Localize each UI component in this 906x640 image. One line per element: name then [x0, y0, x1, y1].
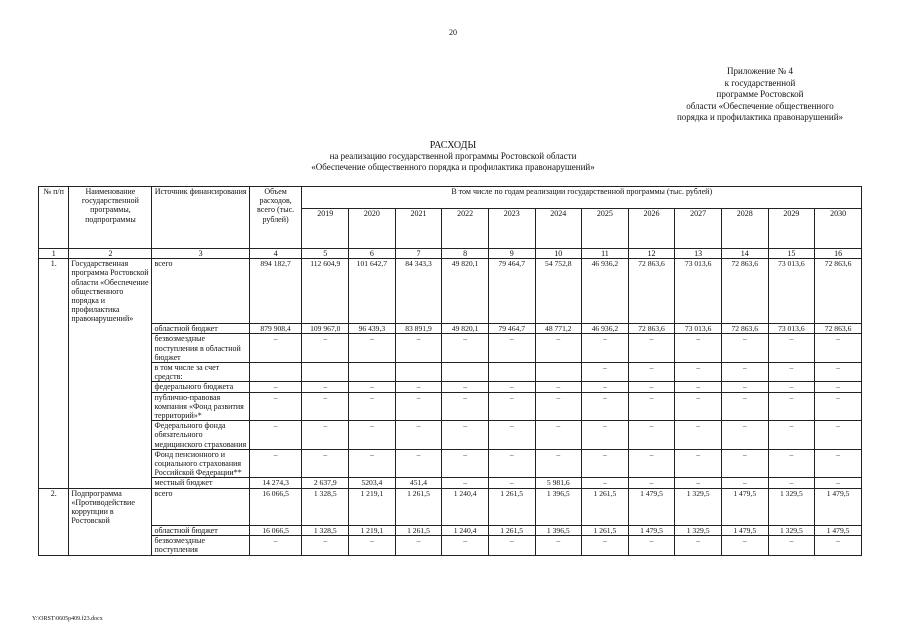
header-by-year: В том числе по годам реализации государственной программы (тыс. рублей) — [302, 187, 862, 209]
total-value: – — [249, 421, 302, 450]
header-year: 2019 — [302, 209, 349, 249]
year-value: – — [349, 536, 396, 555]
year-value: – — [675, 536, 722, 555]
funding-source: областной бюджет — [152, 324, 249, 334]
funding-source: областной бюджет — [152, 525, 249, 535]
year-value: 46 936,2 — [582, 259, 629, 324]
column-number: 2 — [69, 249, 152, 259]
year-value: – — [768, 421, 815, 450]
year-value: – — [349, 449, 396, 478]
year-value: – — [442, 478, 489, 488]
expenses-table — [38, 186, 862, 556]
year-value: – — [535, 421, 582, 450]
heading-subtitle: на реализацию государственной программы Ростовской области — [329, 151, 577, 161]
funding-source: в том числе за счет средств: — [152, 362, 249, 381]
table-row — [39, 259, 862, 324]
year-value: – — [535, 382, 582, 392]
year-value: 1 328,5 — [302, 525, 349, 535]
year-value — [488, 362, 535, 381]
empty-cell — [39, 536, 69, 555]
year-value: – — [582, 478, 629, 488]
year-value: – — [721, 362, 768, 381]
header-year: 2029 — [768, 209, 815, 249]
year-value: – — [675, 449, 722, 478]
year-value: – — [768, 362, 815, 381]
year-value: – — [488, 449, 535, 478]
header-source: Источник финансирования — [152, 187, 249, 249]
year-value: 54 752,8 — [535, 259, 582, 324]
year-value: – — [768, 382, 815, 392]
year-value: – — [349, 382, 396, 392]
year-value: 1 479,5 — [721, 488, 768, 525]
year-value: – — [535, 536, 582, 555]
column-number: 9 — [488, 249, 535, 259]
appendix-line: Приложение № 4 — [727, 66, 793, 76]
column-number: 7 — [395, 249, 442, 259]
table-row — [39, 478, 862, 488]
table-row — [39, 421, 862, 450]
section-name: Подпрограмма «Противодействие коррупции в Ростовской — [69, 488, 152, 525]
year-value: 1 240,4 — [442, 488, 489, 525]
column-number: 16 — [815, 249, 862, 259]
year-value: – — [768, 478, 815, 488]
year-value — [302, 362, 349, 381]
year-value: – — [815, 392, 862, 421]
funding-source: безвозмездные поступления — [152, 536, 249, 555]
file-path-footer: Y:\ORST\0605p409.f23.docx — [32, 616, 103, 622]
empty-cell — [69, 525, 152, 535]
year-value: 1 261,5 — [582, 488, 629, 525]
year-value: – — [488, 392, 535, 421]
header-year: 2028 — [721, 209, 768, 249]
column-number: 10 — [535, 249, 582, 259]
year-value: 79 464,7 — [488, 324, 535, 334]
year-value: – — [442, 536, 489, 555]
year-value: 112 604,9 — [302, 259, 349, 324]
year-value: 1 396,5 — [535, 525, 582, 535]
year-value — [535, 362, 582, 381]
column-number: 11 — [582, 249, 629, 259]
year-value: – — [628, 536, 675, 555]
year-value: – — [395, 421, 442, 450]
total-value: 14 274,3 — [249, 478, 302, 488]
year-value: – — [721, 449, 768, 478]
empty-cell — [39, 324, 69, 334]
column-number: 14 — [721, 249, 768, 259]
empty-cell — [69, 324, 152, 334]
year-value: 1 240,4 — [442, 525, 489, 535]
year-value: 72 863,6 — [628, 259, 675, 324]
year-value: – — [815, 478, 862, 488]
total-value: 16 066,5 — [249, 525, 302, 535]
year-value: – — [582, 536, 629, 555]
funding-source: местный бюджет — [152, 478, 249, 488]
year-value: – — [302, 449, 349, 478]
year-value: – — [535, 334, 582, 363]
table-row — [39, 536, 862, 555]
year-value: 1 219,1 — [349, 488, 396, 525]
total-value: – — [249, 536, 302, 555]
year-value: – — [768, 334, 815, 363]
year-value: 79 464,7 — [488, 259, 535, 324]
total-value: – — [249, 449, 302, 478]
empty-cell — [39, 449, 69, 478]
year-value: – — [721, 334, 768, 363]
year-value: – — [488, 536, 535, 555]
year-value: 1 479,5 — [815, 525, 862, 535]
total-value: 16 066,5 — [249, 488, 302, 525]
empty-cell — [39, 478, 69, 488]
empty-cell — [69, 382, 152, 392]
year-value: – — [302, 536, 349, 555]
appendix-line: программе Ростовской — [716, 89, 804, 99]
header-year: 2025 — [582, 209, 629, 249]
funding-source: Федерального фонда обязательного медицинского страхования — [152, 421, 249, 450]
year-value: 73 013,6 — [768, 324, 815, 334]
year-value: 72 863,6 — [815, 259, 862, 324]
appendix-line: к государственной — [724, 77, 796, 88]
heading-program-name: «Обеспечение общественного порядка и профилактика правонарушений» — [311, 162, 595, 172]
year-value — [442, 362, 489, 381]
header-year: 2021 — [395, 209, 442, 249]
section-number: 2. — [39, 488, 69, 525]
table-row — [39, 362, 862, 381]
empty-cell — [69, 449, 152, 478]
year-value: – — [442, 392, 489, 421]
year-value: – — [815, 449, 862, 478]
header-name: Наименование государственной программы, подпрограммы — [69, 187, 152, 249]
header-year: 2024 — [535, 209, 582, 249]
year-value: – — [768, 392, 815, 421]
year-value: – — [302, 382, 349, 392]
year-value: – — [628, 362, 675, 381]
year-value: – — [488, 334, 535, 363]
header-year: 2027 — [675, 209, 722, 249]
empty-cell — [39, 334, 69, 363]
document-heading — [100, 140, 806, 173]
year-value: – — [675, 362, 722, 381]
year-value: 73 013,6 — [675, 259, 722, 324]
year-value: 83 891,9 — [395, 324, 442, 334]
year-value: – — [442, 334, 489, 363]
year-value: – — [535, 392, 582, 421]
year-value: 1 479,5 — [721, 525, 768, 535]
year-value: 101 642,7 — [349, 259, 396, 324]
empty-cell — [39, 382, 69, 392]
year-value: 72 863,6 — [721, 324, 768, 334]
section-number: 1. — [39, 259, 69, 324]
year-value: – — [582, 449, 629, 478]
year-value: 1 328,5 — [302, 488, 349, 525]
year-value: – — [349, 421, 396, 450]
year-value: – — [582, 421, 629, 450]
total-value: – — [249, 382, 302, 392]
empty-cell — [39, 525, 69, 535]
year-value: 49 820,1 — [442, 259, 489, 324]
year-value: – — [675, 382, 722, 392]
year-value: 1 329,5 — [768, 525, 815, 535]
column-number: 4 — [249, 249, 302, 259]
year-value: – — [302, 392, 349, 421]
empty-cell — [69, 478, 152, 488]
appendix-line: порядка и профилактика правонарушений» — [676, 112, 844, 122]
year-value: 1 261,5 — [395, 488, 442, 525]
empty-cell — [69, 392, 152, 421]
year-value: – — [815, 382, 862, 392]
year-value: 1 329,5 — [768, 488, 815, 525]
table-row — [39, 392, 862, 421]
total-value: – — [249, 392, 302, 421]
year-value: 1 261,5 — [488, 488, 535, 525]
year-value: – — [675, 334, 722, 363]
year-value: 1 329,5 — [675, 525, 722, 535]
year-value: – — [488, 478, 535, 488]
year-value: 72 863,6 — [721, 259, 768, 324]
year-value: – — [628, 392, 675, 421]
table-row — [39, 449, 862, 478]
year-value: 1 261,5 — [488, 525, 535, 535]
section-name: Государственная программа Ростовской области «Обеспечение общественного порядка и профилактика правонарушений» — [69, 259, 152, 324]
column-number: 15 — [768, 249, 815, 259]
total-value — [249, 362, 302, 381]
year-value: – — [815, 421, 862, 450]
year-value: – — [395, 334, 442, 363]
year-value: – — [628, 478, 675, 488]
year-value: – — [628, 334, 675, 363]
year-value: – — [721, 536, 768, 555]
year-value: – — [395, 449, 442, 478]
year-value: – — [721, 392, 768, 421]
year-value: – — [768, 536, 815, 555]
empty-cell — [39, 392, 69, 421]
year-value: – — [442, 421, 489, 450]
column-number: 5 — [302, 249, 349, 259]
year-value: – — [582, 362, 629, 381]
year-value: – — [675, 478, 722, 488]
year-value: 73 013,6 — [675, 324, 722, 334]
column-number: 13 — [675, 249, 722, 259]
appendix-line: области «Обеспечение общественного — [686, 100, 834, 111]
year-value: – — [488, 421, 535, 450]
year-value: 72 863,6 — [628, 324, 675, 334]
appendix-note — [610, 66, 906, 124]
year-value: – — [628, 382, 675, 392]
funding-source: безвозмездные поступления в областной бюджет — [152, 334, 249, 363]
column-number: 6 — [349, 249, 396, 259]
header-number: № п/п — [39, 187, 69, 249]
year-value: 1 329,5 — [675, 488, 722, 525]
empty-cell — [39, 362, 69, 381]
year-value: 46 936,2 — [582, 324, 629, 334]
year-value: 1 479,5 — [628, 525, 675, 535]
column-number: 8 — [442, 249, 489, 259]
year-value: 48 771,2 — [535, 324, 582, 334]
heading-title: РАСХОДЫ — [429, 140, 477, 151]
year-value: – — [582, 334, 629, 363]
year-value: 1 219,1 — [349, 525, 396, 535]
year-value: – — [488, 382, 535, 392]
year-value — [395, 362, 442, 381]
column-number: 3 — [152, 249, 249, 259]
empty-cell — [69, 334, 152, 363]
empty-cell — [69, 362, 152, 381]
funding-source: федерального бюджета — [152, 382, 249, 392]
empty-cell — [69, 421, 152, 450]
year-value: – — [721, 421, 768, 450]
page-number: 20 — [449, 28, 457, 37]
column-numbers-row — [39, 249, 862, 259]
column-number: 12 — [628, 249, 675, 259]
year-value: 84 343,3 — [395, 259, 442, 324]
total-value: 879 908,4 — [249, 324, 302, 334]
funding-source: всего — [152, 488, 249, 525]
year-value: – — [628, 421, 675, 450]
year-value: 49 820,1 — [442, 324, 489, 334]
total-value: – — [249, 334, 302, 363]
year-value — [349, 362, 396, 381]
year-value: – — [395, 536, 442, 555]
column-number: 1 — [39, 249, 69, 259]
header-year: 2030 — [815, 209, 862, 249]
year-value: 2 637,9 — [302, 478, 349, 488]
funding-source: Фонд пенсионного и социального страхования Российской Федерации** — [152, 449, 249, 478]
year-value: – — [442, 449, 489, 478]
year-value: – — [815, 362, 862, 381]
year-value: 96 439,3 — [349, 324, 396, 334]
header-year: 2022 — [442, 209, 489, 249]
funding-source: публично-правовая компания «Фонд развития территорий»* — [152, 392, 249, 421]
year-value: – — [815, 334, 862, 363]
year-value: 5 981,6 — [535, 478, 582, 488]
header-year: 2023 — [488, 209, 535, 249]
year-value: – — [349, 392, 396, 421]
year-value: 5203,4 — [349, 478, 396, 488]
year-value: – — [535, 449, 582, 478]
total-value: 894 182,7 — [249, 259, 302, 324]
year-value: – — [302, 421, 349, 450]
year-value: 451,4 — [395, 478, 442, 488]
year-value: – — [349, 334, 396, 363]
empty-cell — [39, 421, 69, 450]
year-value: – — [582, 392, 629, 421]
year-value: – — [395, 392, 442, 421]
funding-source: всего — [152, 259, 249, 324]
header-year: 2020 — [349, 209, 396, 249]
year-value: – — [582, 382, 629, 392]
table-row — [39, 488, 862, 525]
year-value: – — [395, 382, 442, 392]
year-value: 1 261,5 — [582, 525, 629, 535]
year-value: – — [721, 478, 768, 488]
year-value: – — [815, 536, 862, 555]
year-value: 1 479,5 — [815, 488, 862, 525]
year-value: – — [721, 382, 768, 392]
header-volume: Объем расходов, всего (тыс. рублей) — [249, 187, 302, 249]
year-value: 109 967,0 — [302, 324, 349, 334]
year-value: 72 863,6 — [815, 324, 862, 334]
year-value: – — [302, 334, 349, 363]
year-value: – — [675, 421, 722, 450]
year-value: – — [675, 392, 722, 421]
header-year: 2026 — [628, 209, 675, 249]
year-value: – — [442, 382, 489, 392]
header-row — [39, 187, 862, 209]
year-value: 1 261,5 — [395, 525, 442, 535]
table-row — [39, 525, 862, 535]
table-row — [39, 382, 862, 392]
table-row — [39, 334, 862, 363]
year-value: 73 013,6 — [768, 259, 815, 324]
year-value: 1 479,5 — [628, 488, 675, 525]
year-value: – — [768, 449, 815, 478]
year-value: – — [628, 449, 675, 478]
table-row — [39, 324, 862, 334]
empty-cell — [69, 536, 152, 555]
year-value: 1 396,5 — [535, 488, 582, 525]
